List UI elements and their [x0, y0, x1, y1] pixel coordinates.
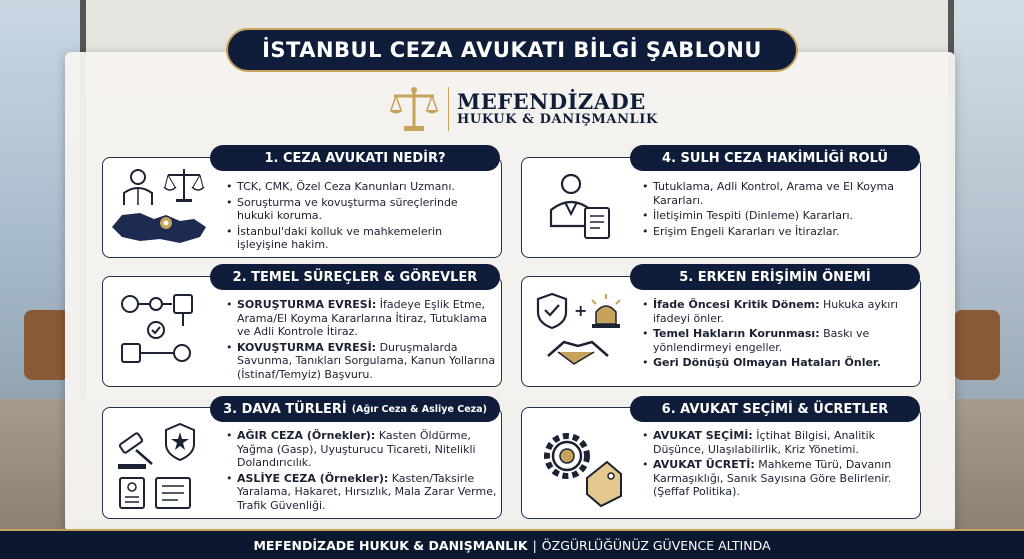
list-item: • Tutuklama, Adli Kontrol, Arama ve El Koyma Kararları.: [642, 180, 914, 207]
scales-of-justice-icon: [388, 84, 440, 134]
list-item: • ASLİYE CEZA (Örnekler): Kasten/Taksirle Yaralama, Hakaret, Hırsızlık, Mala Zarar Verme, Trafik Güvenliği.: [226, 472, 498, 513]
list-item: • Geri Dönüşü Olmayan Hataları Önler.: [642, 356, 914, 370]
card-title: 2. TEMEL SÜREÇLER & GÖREVLER: [210, 264, 500, 290]
list-item: • TCK, CMK, Özel Ceza Kanunları Uzmanı.: [226, 180, 496, 194]
lawyer-with-scales-and-istanbul-map-icon: [110, 165, 220, 253]
card-item-list: [642, 180, 914, 240]
gavel-badge-documents-icon: [114, 420, 204, 512]
footer-separator: |: [532, 537, 537, 553]
background-chair-right: [954, 310, 1000, 380]
card-item-list: [226, 298, 498, 383]
list-item: • Temel Hakların Korunması: Baskı ve yönlendirmeyi engeller.: [642, 327, 914, 354]
list-item: • AVUKAT ÜCRETİ: Mahkeme Türü, Davanın Karmaşıklığı, Sanık Sayısına Göre Belirlenir. (Şeffaf Politika).: [642, 458, 914, 499]
list-item: • SORUŞTURMA EVRESİ: İfadeye Eşlik Etme, Arama/El Koyma Kararlarına İtiraz, Tutuklama ve Adli Kontrole İtiraz.: [226, 298, 498, 339]
card-title-note: (Ağır Ceza & Asliye Ceza): [351, 403, 487, 415]
card-item-list: [642, 298, 914, 372]
list-item: • KOVUŞTURMA EVRESİ: Duruşmalarda Savunma, Tanıkları Sorgulama, Kanun Yollarına (İstinaf/Temyiz) Başvuru.: [226, 341, 498, 382]
card-item-list: [642, 429, 914, 501]
list-item: • İletişimin Tespiti (Dinleme) Kararları.: [642, 209, 914, 223]
svg-text:+: +: [574, 301, 588, 320]
footer-tagline: ÖZGÜRLÜĞÜNÜZ GÜVENCE ALTINDA: [541, 537, 771, 553]
logo-subtitle: HUKUK & DANIŞMANLIK: [457, 112, 658, 128]
footer-brand: MEFENDİZADE HUKUK & DANIŞMANLIK: [253, 537, 528, 553]
list-item: • Erişim Engeli Kararları ve İtirazlar.: [642, 225, 914, 239]
footer-bar: [0, 529, 1024, 559]
list-item: • AĞIR CEZA (Örnekler): Kasten Öldürme, Yağma (Gasp), Uyuşturucu Ticareti, Nitelikli Dolandırıcılık.: [226, 429, 498, 470]
list-item: • İfade Öncesi Kritik Dönem: Hukuka aykırı ifadeyi önler.: [642, 298, 914, 325]
card-title: 6. AVUKAT SEÇİMİ & ÜCRETLER: [630, 396, 920, 422]
logo-divider: [448, 87, 449, 131]
list-item: • AVUKAT SEÇİMİ: İçtihat Bilgisi, Analitik Düşünce, Ulaşılabilirlik, Kriz Yönetimi.: [642, 429, 914, 456]
background-chair-left: [24, 310, 70, 380]
card-item-list: [226, 429, 498, 514]
card-item-list: [226, 180, 496, 254]
judge-with-document-icon: [545, 170, 615, 242]
logo-text: [457, 91, 658, 127]
card-title: 1. CEZA AVUKATI NEDİR?: [210, 145, 500, 171]
card-title: 4. SULH CEZA HAKİMLİĞİ ROLÜ: [630, 145, 920, 171]
brand-logo: [388, 84, 658, 134]
card-title: [210, 396, 500, 422]
process-flow-icon: [118, 292, 198, 368]
shield-alarm-handshake-icon: [534, 290, 634, 374]
page-title: İSTANBUL CEZA AVUKATI BİLGİ ŞABLONU: [226, 28, 798, 72]
card-title: 5. ERKEN ERİŞİMİN ÖNEMİ: [630, 264, 920, 290]
list-item: • Soruşturma ve kovuşturma süreçlerinde hukuki koruma.: [226, 196, 496, 223]
logo-name: MEFENDİZADE: [457, 89, 646, 115]
card-title-text: 3. DAVA TÜRLERİ: [223, 401, 347, 417]
list-item: • İstanbul'daki kolluk ve mahkemelerin işleyişine hakim.: [226, 225, 496, 252]
gear-price-tag-icon: [537, 420, 627, 508]
